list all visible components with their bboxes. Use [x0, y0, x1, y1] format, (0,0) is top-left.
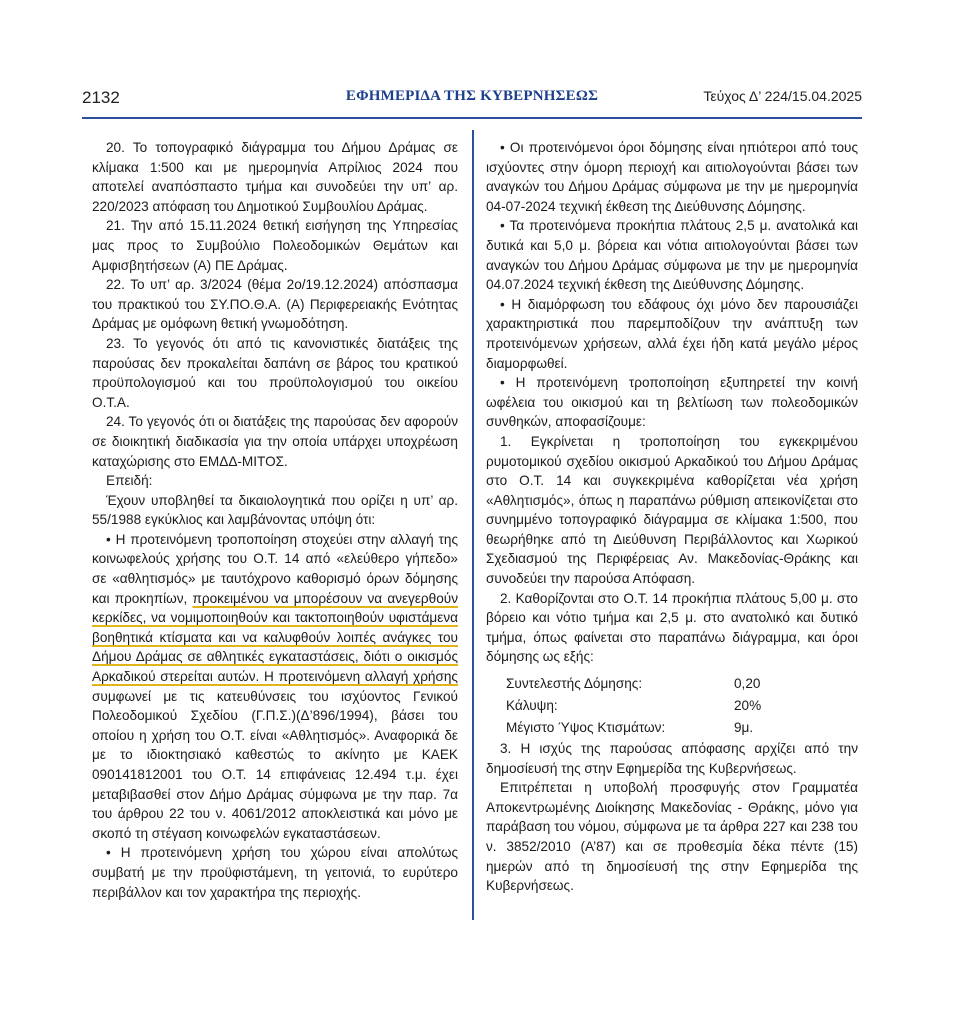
- paragraph-decision-1: 1. Εγκρίνεται η τροποποίηση του εγκεκριμένου ρυμοτομικού σχεδίου οικισμού Αρκαδικού του Δήμου Δράμας στο Ο.Τ. 14 και συγκεκριμένα καθορίζεται νέα χρήση «Αθλητισμός», όπως η παραπάνω ρύθμιση απεικονίζεται στο συνημμένο τοπογραφικό διάγραμμα σε κλίμακα 1:500, που θεωρήθηκε από τη Διεύθυνση Περιβάλλοντος και Χωρικού Σχεδιασμού της Περιφέρειας Αν. Μακεδονίας-Θράκης και συνοδεύει την παρούσα Απόφαση.: [486, 433, 858, 587]
- issue-reference: Τεύχος Δ’ 224/15.04.2025: [703, 88, 862, 104]
- metric-value: 0,20: [734, 676, 761, 692]
- metric-value: 20%: [734, 698, 762, 714]
- bullet-change-end: συμφωνεί με τις κατευθύνσεις του ισχύοντος Γενικού Πολεοδομικού Σχεδίου (Γ.Π.Σ.)(Δ’896/1994), βάσει του οποίου η χρήση του Ο.Τ. είναι «Αθλητισμός». Αναφορικά δε με το ιδιοκτησιακό καθεστώς το ακίνητο με ΚΑΕΚ 090141812001 του Ο.Τ. 14 επιφάνειας 12.494 τ.μ. έχει μεταβιβασθεί στον Δήμο Δράμας σύμφωνα με την παρ. 7α του άρθρου 22 του ν. 4061/2012 αποκλειστικά και μόνο με σκοπό τη στέγαση κοινωφελών εγκαταστάσεων.: [92, 688, 458, 841]
- paragraph-whereas: Επειδή:: [106, 473, 153, 489]
- paragraph-bullet-change: [92, 530, 458, 844]
- metric-row: [506, 673, 858, 695]
- paragraph-24: 24. Το γεγονός ότι οι διατάξεις της παρούσας δεν αφορούν σε διοικητική διαδικασία για την οποία υπάρχει υποχρέωση καταχώρισης στο ΕΜΔΔ-ΜΙΤΟΣ.: [92, 414, 458, 469]
- metric-label: Κάλυψη:: [506, 698, 558, 714]
- paragraph-documents: Έχουν υποβληθεί τα δικαιολογητικά που ορίζει η υπ’ αρ. 55/1988 εγκύκλιος και λαμβάνοντας υπόψη ότι:: [92, 492, 458, 528]
- header-rule: [82, 117, 862, 119]
- metric-value: 9μ.: [734, 720, 754, 736]
- paragraph-bullet-terrain: • Η διαμόρφωση του εδάφους όχι μόνο δεν παρουσιάζει χαρακτηριστικά που παρεμποδίζουν την ανάπτυξη των προτεινόμενων χρήσεων, αλλά έχει ήδη κατά μεγάλο μέρος διαμορφωθεί.: [486, 296, 858, 371]
- paragraph-bullet-benefit: • Η προτεινόμενη τροποποίηση εξυπηρετεί την κοινή ωφέλεια του οικισμού και τη βελτίωση των πολεοδομικών συνθηκών, αποφασίζουμε:: [486, 375, 858, 430]
- paragraph-decision-3: 3. Η ισχύς της παρούσας απόφασης αρχίζει από την δημοσίευσή της στην Εφημερίδα της Κυβερνήσεως.: [486, 741, 858, 776]
- page-number: 2132: [82, 88, 120, 107]
- paragraph-23: 23. Το γεγονός ότι από τις κανονιστικές διατάξεις της παρούσας δεν προκαλείται δαπάνη σε βάρος του κρατικού προϋπολογισμού και του προϋπολογισμού του οικείου Ο.Τ.Α.: [92, 335, 458, 410]
- metric-label: Συντελεστής Δόμησης:: [506, 676, 643, 692]
- paragraph-21: 21. Την από 15.11.2024 θετική εισήγηση της Υπηρεσίας μας προς το Συμβούλιο Πολεοδομικών Θεμάτων και Αμφισβητήσεων (Α) ΠΕ Δράμας.: [92, 218, 458, 273]
- highlighted-text: προκειμένου να μπορέσουν να ανεγερθούν κερκίδες, να νομιμοποιηθούν και τακτοποιηθούν υφιστάμενα βοηθητικά κτίσματα και να καλυφθούν λοιπές ανάγκες του Δήμου Δράμας σε αθλητικές εγκαταστάσεις, διότι ο οικισμός Αρκαδικού στερείται αυτών. Η προτεινόμενη αλλαγή χρήσης: [92, 590, 458, 685]
- metric-label: Μέγιστο Ύψος Κτισμάτων:: [506, 720, 666, 736]
- right-column: [486, 138, 858, 896]
- bullet-change-start: • Η προτεινόμενη τροποποίηση στοχεύει στην αλλαγή της κοινωφελούς χρήσης του Ο.Τ. 14 από «ελεύθερο γήπεδο» σε «αθλητισμός» με ταυτόχρονο καθορισμό όρων δόμησης και προκηπίων,: [92, 531, 458, 606]
- paragraph-appeal: Επιτρέπεται η υποβολή προσφυγής στον Γραμματέα Αποκεντρωμένης Διοίκησης Μακεδονίας - Θράκης, μόνο για παράβαση του νόμου, σύμφωνα με τα άρθρα 227 και 238 του ν. 3852/2010 (Α’87) και σε προθεσμία δέκα πέντε (15) ημερών από τη δημοσίευσή της στην Εφημερίδα της Κυβερνήσεως.: [486, 780, 858, 894]
- paragraph-bullet-terms: • Οι προτεινόμενοι όροι δόμησης είναι ηπιότεροι από τους ισχύοντες στην όμορη περιοχή και αιτιολογούνται βάσει των αναγκών του Δήμου Δράμας σύμφωνα με την με ημερομηνία 04-07-2024 τεχνική έκθεση της Διεύθυνσης Δόμησης.: [486, 140, 858, 214]
- paragraph-bullet-compatible: • Η προτεινόμενη χρήση του χώρου είναι απολύτως συμβατή με την προϋφιστάμενη, τη γειτονιά, το ευρύτερο περιβάλλον και τον χαρακτήρα της περιοχής.: [92, 845, 458, 900]
- paragraph-20: 20. Το τοπογραφικό διάγραμμα του Δήμου Δράμας σε κλίμακα 1:500 και με ημερομηνία Απρίλιος 2024 που αποτελεί αναπόσπαστο τμήμα και συνοδεύει την υπ’ αρ. 220/2023 απόφαση του Δημοτικού Συμβουλίου Δράμας.: [92, 140, 458, 214]
- page-header: [82, 82, 862, 112]
- column-divider: [472, 130, 474, 920]
- paragraph-22: 22. Το υπ’ αρ. 3/2024 (θέμα 2ο/19.12.2024) απόσπασμα του πρακτικού του ΣΥ.ΠΟ.Θ.Α. (Α) Περιφερειακής Ενότητας Δράμας με ομόφωνη θετική γνωμοδότηση.: [92, 277, 458, 332]
- metric-row: [506, 695, 858, 717]
- gazette-title: ΕΦΗΜΕΡΙΔΑ ΤΗΣ ΚΥΒΕΡΝΗΣΕΩΣ: [345, 88, 599, 104]
- paragraph-decision-2: 2. Καθορίζονται στο Ο.Τ. 14 προκήπια πλάτους 5,00 μ. στο βόρειο και νότιο τμήμα και 2,5 μ. στο ανατολικό και δυτικό τμήμα, όπως φαίνεται στο παραπάνω διάγραμμα, και όροι δόμησης ως εξής:: [486, 590, 858, 665]
- metric-row: [506, 717, 858, 739]
- paragraph-bullet-setbacks: • Τα προτεινόμενα προκήπια πλάτους 2,5 μ. ανατολικά και δυτικά και 5,0 μ. βόρεια και νότια αιτιολογούνται βάσει των αναγκών του Δήμου Δράμας σύμφωνα με την με ημερομηνία 04.07.2024 τεχνική έκθεση της Διεύθυνσης Δόμησης.: [486, 218, 858, 293]
- building-terms-table: [506, 673, 858, 739]
- left-column: [92, 138, 458, 902]
